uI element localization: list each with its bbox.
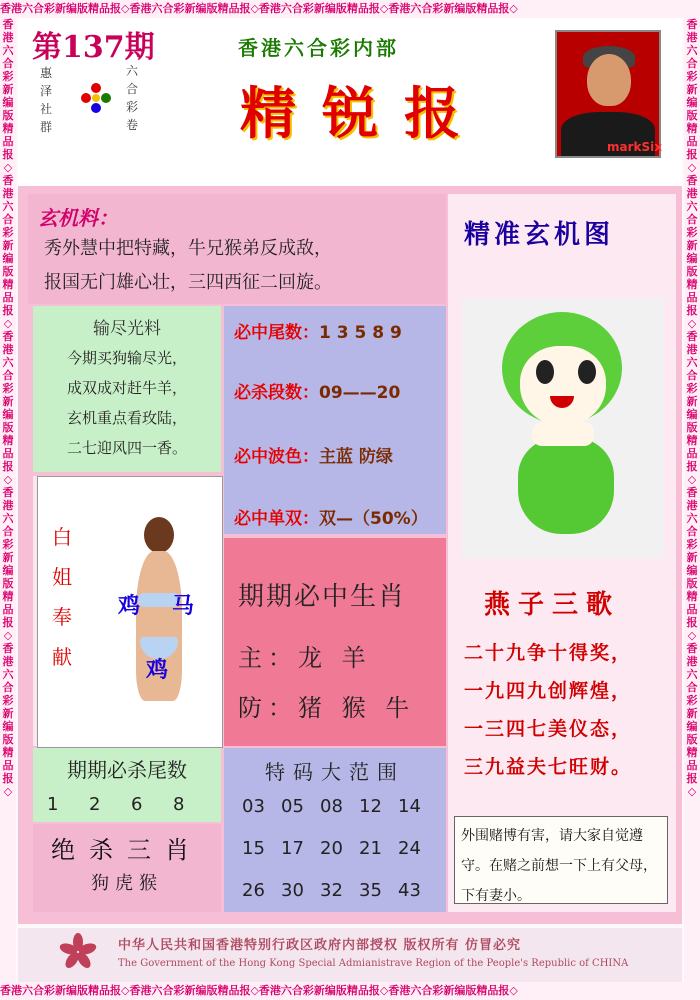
- tail-number: 6: [131, 794, 143, 815]
- shengxiao-panel: [224, 538, 446, 746]
- range-number: 15: [242, 838, 265, 859]
- lost-line: 成双成对赶牛羊，: [66, 379, 187, 397]
- gambling-warning: 外围赌博有害，请大家自觉遵守。在赌之前想一下上有父母，下有妻小。: [454, 816, 668, 904]
- tail-number: 8: [173, 794, 185, 815]
- must-value: 主蓝 防绿: [319, 447, 393, 467]
- kill3-title: 绝杀三肖: [51, 836, 203, 864]
- range-number: 03: [242, 796, 265, 817]
- footer-english: The Government of the Hong Kong Special Admianistrave Region of the People's Republic of CHINA: [118, 958, 629, 969]
- must-item: [234, 504, 428, 529]
- girl-panel: [33, 476, 221, 746]
- lost-line: 今期买狗输尽光，: [66, 349, 187, 367]
- photo-mark: markSix: [607, 140, 662, 154]
- range-row: [242, 880, 437, 901]
- model-figure: [114, 517, 204, 727]
- bauhinia-emblem-icon: [58, 932, 98, 972]
- kill3-panel: [33, 824, 221, 912]
- girl-frame: [37, 476, 223, 748]
- must-key: 必中单双：: [234, 509, 319, 529]
- footer-chinese: 中华人民共和国香港特别行政区政府内部授权 版权所有 仿冒必究: [118, 938, 522, 953]
- portrait-photo: [555, 30, 661, 158]
- must-value: 09——20: [319, 383, 401, 403]
- subtitle: 香港六合彩内部: [238, 36, 399, 60]
- range-row: [242, 838, 437, 859]
- range-number: 26: [242, 880, 265, 901]
- yanzi-line: 二十九争十得奖，: [464, 642, 633, 664]
- range-number: 17: [281, 838, 304, 859]
- yanzi-line: 一九四九创辉煌，: [464, 680, 633, 702]
- xuanji-title: 玄机料：: [38, 206, 118, 230]
- shengxiao-main: 主：龙 羊: [238, 644, 372, 672]
- range-title: 特码大范围: [265, 760, 405, 784]
- lost-title: 输尽光料: [93, 319, 161, 339]
- footer: [18, 928, 682, 982]
- zodiac-label: 鸡: [118, 594, 141, 619]
- must-item: [234, 378, 400, 403]
- tail-title: 期期必杀尾数: [67, 758, 187, 782]
- range-number: 05: [281, 796, 304, 817]
- bottom-border: 香港六合彩新编版精品报◇香港六合彩新编版精品报◇香港六合彩新编版精品报◇香港六合彩新编版精品报◇: [0, 982, 700, 1000]
- range-number: 30: [281, 880, 304, 901]
- range-number: 21: [359, 838, 382, 859]
- girl-vertical-text: 白姐奉献: [52, 525, 72, 669]
- xuanji-line: 秀外慧中把特藏，牛兄猴弟反成敌，: [44, 238, 332, 259]
- right-column: [448, 194, 676, 912]
- jingzhun-title: 精准玄机图: [464, 220, 615, 250]
- yanzi-title: 燕子三歌: [484, 590, 621, 620]
- must-value: 双—（50%）: [319, 509, 428, 529]
- tail-number: 1: [47, 794, 59, 815]
- badge-left: 惠泽社群: [40, 66, 53, 134]
- range-number: 20: [320, 838, 343, 859]
- zodiac-label: 鸡: [146, 658, 169, 683]
- range-number: 32: [320, 880, 343, 901]
- tail-numbers: [47, 794, 215, 815]
- yanzi-line: 一三四七美仪态，: [464, 718, 633, 740]
- range-row: [242, 796, 437, 817]
- lost-line: 玄机重点看玫陆，: [66, 409, 187, 427]
- snake-toy-image: [462, 298, 664, 558]
- range-number: 12: [359, 796, 382, 817]
- left-border: 香港六合彩新编版精品报◇香港六合彩新编版精品报◇香港六合彩新编版精品报◇香港六合彩新编版精品报◇香港六合彩新编版精品报◇: [0, 18, 16, 982]
- must-value: 1 3 5 8 9: [319, 323, 402, 343]
- range-number: 24: [398, 838, 421, 859]
- range-number: 35: [359, 880, 382, 901]
- top-border: 香港六合彩新编版精品报◇香港六合彩新编版精品报◇香港六合彩新编版精品报◇香港六合彩新编版精品报◇: [0, 0, 700, 18]
- shengxiao-title: 期期必中生肖: [238, 582, 407, 612]
- issue-number: 第137期: [32, 30, 155, 65]
- must-key: 必杀段数：: [234, 383, 319, 403]
- must-panel: [224, 306, 446, 534]
- lost-panel: [33, 306, 221, 472]
- must-item: [234, 318, 402, 343]
- must-key: 必中尾数：: [234, 323, 319, 343]
- yanzi-line: 三九益夫七旺财。: [464, 756, 633, 778]
- lost-line: 二七迎风四一香。: [66, 439, 187, 457]
- kill3-animals: 狗虎猴: [91, 873, 163, 894]
- range-number: 43: [398, 880, 421, 901]
- zodiac-label: 马: [172, 594, 195, 619]
- xuanji-panel: [28, 194, 446, 304]
- must-key: 必中波色：: [234, 447, 319, 467]
- yanzi-poem: [464, 634, 632, 786]
- main-title: 精锐报: [240, 81, 486, 147]
- shengxiao-defense: 防：猪 猴 牛: [238, 694, 416, 722]
- header: [18, 18, 682, 188]
- tail-number: 2: [89, 794, 101, 815]
- range-number: 08: [320, 796, 343, 817]
- right-border: 香港六合彩新编版精品报◇香港六合彩新编版精品报◇香港六合彩新编版精品报◇香港六合彩新编版精品报◇香港六合彩新编版精品报◇: [684, 18, 700, 982]
- tail-panel: [33, 748, 221, 822]
- badge-right: 六合彩卷: [126, 64, 139, 132]
- xuanji-line: 报国无门雄心壮，三四西征二回旋。: [44, 272, 332, 293]
- range-number: 14: [398, 796, 421, 817]
- xuanji-poem: [44, 232, 332, 300]
- must-item: [234, 442, 393, 467]
- lottery-logo-icon: [78, 80, 114, 116]
- range-panel: [224, 748, 446, 912]
